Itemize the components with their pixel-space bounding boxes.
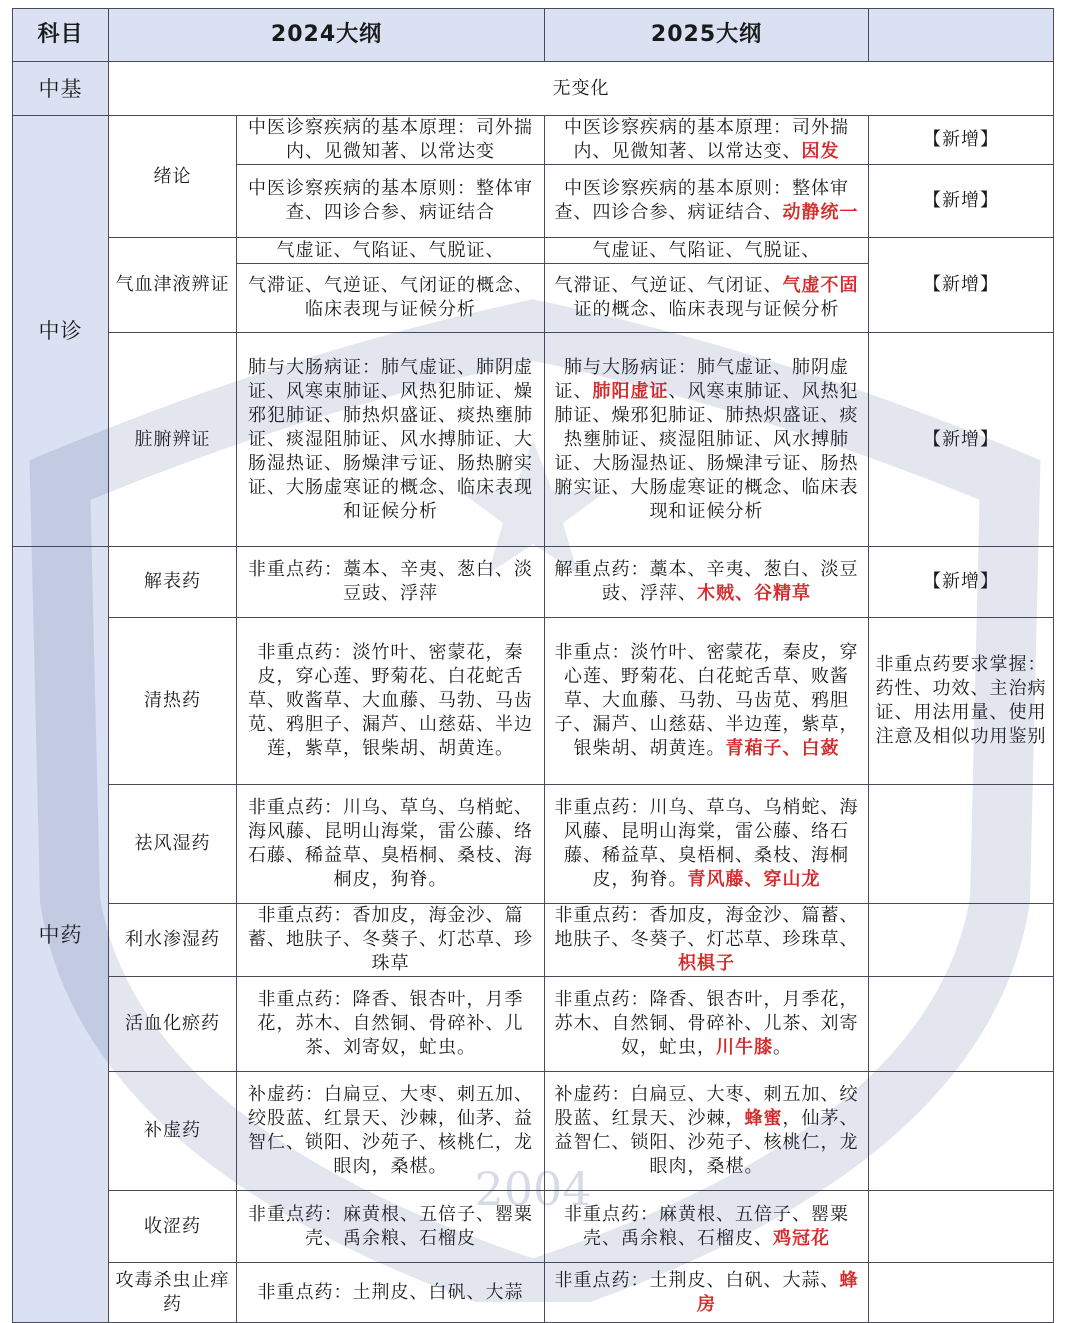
new-item-highlight: 气虚不固 xyxy=(782,275,859,296)
jiebiao-2024: 非重点药：藁本、辛夷、葱白、淡豆豉、浮萍 xyxy=(237,547,545,618)
jiebiao-2025 xyxy=(545,547,869,618)
buxu-2024: 补虚药：白扁豆、大枣、刺五加、绞股蓝、红景天、沙棘，仙茅、益智仁、锁阳、沙苑子、核桃仁，龙眼肉，桑椹。 xyxy=(237,1072,545,1191)
lishui-2025 xyxy=(545,904,869,977)
xulun-2024-rule: 中医诊察疾病的基本原则：整体审查、四诊合参、病证结合 xyxy=(237,165,545,238)
zhongji-text: 无变化 xyxy=(109,62,1054,116)
huoxue-2025 xyxy=(545,977,869,1072)
empty-note xyxy=(869,904,1054,977)
gongdu-2024: 非重点药：土荆皮、白矾、大蒜 xyxy=(237,1263,545,1323)
new-item-highlight: 蜂房 xyxy=(697,1269,859,1315)
topic-buxu: 补虚药 xyxy=(109,1072,237,1191)
table-row xyxy=(13,238,1054,264)
plain-text: 补虚药：白扁豆、大枣、刺五加、绞股蓝、红景天、沙棘， xyxy=(554,1084,859,1129)
subject-zhongzhen: 中诊 xyxy=(13,116,109,547)
empty-note xyxy=(869,1263,1054,1323)
header-note xyxy=(869,9,1054,62)
watermark-year: 2004 xyxy=(474,1162,592,1216)
new-tag: 【新增】 xyxy=(869,116,1054,165)
syllabus-comparison-table xyxy=(12,8,1054,1323)
table-row xyxy=(13,547,1054,618)
plain-text: 非重点药：降香、银杏叶，月季花，苏木、自然铜、骨碎补、儿茶、刘寄奴，虻虫， xyxy=(554,989,859,1058)
table-row xyxy=(13,785,1054,904)
plain-text: 。 xyxy=(773,1037,793,1058)
empty-note xyxy=(869,977,1054,1072)
plain-text: 非重点药：麻黄根、五倍子、罂粟壳、禹余粮、石榴皮、 xyxy=(564,1203,850,1249)
buxu-2025 xyxy=(545,1072,869,1191)
table-row xyxy=(13,1072,1054,1191)
huoxue-2024: 非重点药：降香、银杏叶，月季花，苏木、自然铜、骨碎补、儿茶、刘寄奴，虻虫。 xyxy=(237,977,545,1072)
new-tag: 【新增】 xyxy=(869,238,1054,333)
shouse-2025 xyxy=(545,1191,869,1263)
row-zhongji xyxy=(13,62,1054,116)
new-item-highlight: 木贼、谷精草 xyxy=(697,583,812,604)
new-item-highlight: 动静统一 xyxy=(782,202,859,223)
table-row xyxy=(13,618,1054,785)
gongdu-2025 xyxy=(545,1263,869,1323)
header-2025: 2025大纲 xyxy=(545,9,869,62)
plain-text: 非重点药：土荆皮、白矾、大蒜、 xyxy=(554,1269,840,1291)
table-row xyxy=(13,333,1054,547)
qingre-2025 xyxy=(545,618,869,785)
header-2024: 2024大纲 xyxy=(109,9,545,62)
new-tag: 【新增】 xyxy=(869,333,1054,547)
topic-shouse: 收涩药 xyxy=(109,1191,237,1263)
topic-qufeng: 祛风湿药 xyxy=(109,785,237,904)
topic-huoxue: 活血化瘀药 xyxy=(109,977,237,1072)
new-item-highlight: 因发 xyxy=(801,141,840,162)
qufeng-2024: 非重点药：川乌、草乌、乌梢蛇、海风藤、昆明山海棠，雷公藤、络石藤、稀益草、臭梧桐、桑枝、海桐皮，狗脊。 xyxy=(237,785,545,904)
table-row xyxy=(13,977,1054,1072)
new-item-highlight: 肺阳虚证 xyxy=(592,380,669,402)
new-tag: 【新增】 xyxy=(869,547,1054,618)
plain-text: 解重点药：藁本、辛夷、葱白、淡豆豉、浮萍、 xyxy=(554,559,859,604)
xulun-2025-principle xyxy=(545,116,869,165)
plain-text: 中医诊察疾病的基本原则：整体审查、四诊合参、病证结合、 xyxy=(554,178,850,223)
zangfu-2024: 肺与大肠病证：肺气虚证、肺阴虚证、风寒束肺证、风热犯肺证、燥邪犯肺证、肺热炽盛证、痰热壅肺证、痰湿阻肺证、风水搏肺证、大肠湿热证、肠燥津亏证、肠热腑实证、大肠虚寒证的概念、临床表现和证候分析 xyxy=(237,333,545,547)
subject-zhongyao: 中药 xyxy=(13,547,109,1323)
plain-text: 气滞证、气逆证、气闭证、 xyxy=(554,275,783,296)
empty-note xyxy=(869,1191,1054,1263)
topic-qixue: 气血津液辨证 xyxy=(109,238,237,333)
header-row xyxy=(13,9,1054,62)
plain-text: 非重点：淡竹叶、密蒙花，秦皮，穿心莲、野菊花、白花蛇舌草、败酱草、大血藤、马勃、马齿苋、鸦胆子、漏芦、山慈菇、半边莲，紫草，银柴胡、胡黄连。 xyxy=(554,642,859,759)
plain-text: 、风寒束肺证、风热犯肺证、燥邪犯肺证、肺热炽盛证、痰热壅肺证、痰湿阻肺证、风水搏肺证、大肠湿热证、肠燥津亏证、肠热腑实证、大肠虚寒证的概念、临床表现和证候分析 xyxy=(554,380,859,522)
empty-note xyxy=(869,785,1054,904)
plain-text: 非重点药：川乌、草乌、乌梢蛇、海风藤、昆明山海棠，雷公藤、络石藤、稀益草、臭梧桐、桑枝、海桐皮，狗脊。 xyxy=(554,797,859,890)
plain-text: 中医诊察疾病的基本原理：司外揣内、见微知著、以常达变、 xyxy=(564,117,850,162)
non-key-drug-note: 非重点药要求掌握：药性、功效、主治病证、用法用量、使用注意及相似功用鉴别 xyxy=(869,618,1054,785)
topic-qingre: 清热药 xyxy=(109,618,237,785)
xulun-2025-rule xyxy=(545,165,869,238)
table-row xyxy=(13,1263,1054,1323)
new-item-highlight: 鸡冠花 xyxy=(773,1227,831,1249)
plain-text: 证的概念、临床表现与证候分析 xyxy=(573,299,840,320)
table-row xyxy=(13,116,1054,165)
plain-text: ，仙茅、益智仁、锁阳、沙苑子、核桃仁，龙眼肉，桑椹。 xyxy=(554,1108,859,1177)
topic-xulun: 绪论 xyxy=(109,116,237,238)
new-item-highlight: 蜂蜜 xyxy=(744,1108,783,1129)
qufeng-2025 xyxy=(545,785,869,904)
new-item-highlight: 川牛膝 xyxy=(716,1037,774,1058)
xulun-2024-principle: 中医诊察疾病的基本原理：司外揣内、见微知著、以常达变 xyxy=(237,116,545,165)
zangfu-2025 xyxy=(545,333,869,547)
plain-text: 肺与大肠病证：肺气虚证、肺阴虚证、 xyxy=(554,356,850,402)
new-item-highlight: 枳椇子 xyxy=(678,953,736,974)
topic-jiebiao: 解表药 xyxy=(109,547,237,618)
shouse-2024: 非重点药：麻黄根、五倍子、罂粟壳、禹余粮、石榴皮 xyxy=(237,1191,545,1263)
topic-zangfu: 脏腑辨证 xyxy=(109,333,237,547)
qixue-2025-r1: 气虚证、气陷证、气脱证、 xyxy=(545,238,869,264)
new-item-highlight: 青葙子、白蔹 xyxy=(725,738,840,759)
header-subject: 科目 xyxy=(13,9,109,62)
topic-lishui: 利水渗湿药 xyxy=(109,904,237,977)
new-item-highlight: 青风藤、穿山龙 xyxy=(687,869,821,890)
topic-gongdu: 攻毒杀虫止痒药 xyxy=(109,1263,237,1323)
new-tag: 【新增】 xyxy=(869,165,1054,238)
subject-zhongji: 中基 xyxy=(13,62,109,116)
qingre-2024: 非重点药：淡竹叶、密蒙花，秦皮，穿心莲、野菊花、白花蛇舌草、败酱草、大血藤、马勃、马齿苋、鸦胆子、漏芦、山慈菇、半边莲，紫草，银柴胡、胡黄连。 xyxy=(237,618,545,785)
lishui-2024: 非重点药：香加皮，海金沙、篇蓄、地肤子、冬葵子、灯芯草、珍珠草 xyxy=(237,904,545,977)
table-row xyxy=(13,1191,1054,1263)
qixue-2024-r1: 气虚证、气陷证、气脱证、 xyxy=(237,238,545,264)
table-row xyxy=(13,904,1054,977)
qixue-2024-r2: 气滞证、气逆证、气闭证的概念、临床表现与证候分析 xyxy=(237,264,545,333)
empty-note xyxy=(869,1072,1054,1191)
plain-text: 非重点药：香加皮，海金沙、篇蓄、地肤子、冬葵子、灯芯草、珍珠草、 xyxy=(554,905,859,950)
qixue-2025-r2 xyxy=(545,264,869,333)
